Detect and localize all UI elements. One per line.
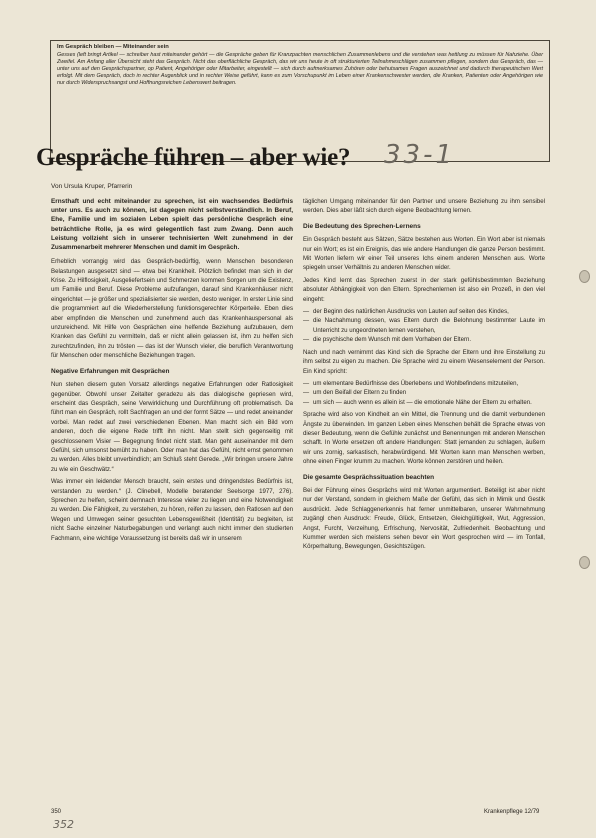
section-heading: Die gesamte Gesprächssituation beachten (303, 473, 435, 481)
punch-hole-icon (579, 556, 590, 569)
paragraph: Nach und nach vernimmt das Kind sich die Sprache der Eltern und ihre Einstellung zu ihm selbst zu eigen zu machen. Die Sprache wird zu einem Wesenselement der Person. Ein Kind spricht: (303, 348, 545, 375)
list-item: — um elementare Bedürfnisse des Überlebens und Wohlbefindens mitzuteilen, (303, 379, 545, 388)
section-heading: Die Bedeutung des Sprechen-Lernens (303, 222, 421, 230)
article-headline: Gespräche führen – aber wie? (36, 144, 351, 171)
lead-paragraph: Ernsthaft und echt miteinander zu sprechen, ist ein wachsendes Bedürfnis unter uns. Es auch zu können, ist dagegen nicht selbstverständlich. In Beruf, Ehe, Familie und im sozialen Leben spielt das persönliche Gespräch eine beträchtliche Rolle, ja es wird gelegentlich fast zum Zwang. Denn auch Leistung vollzieht sich in unserer technisierten Welt zunehmend in der Zusammenarbeit mehrerer Menschen und damit im Gespräch. (51, 198, 293, 252)
list-item: — die psychische dem Wunsch mit dem Vorhaben der Eltern. (303, 335, 545, 344)
list-item: — der Beginn des natürlichen Ausdrucks von Lauten auf seiten des Kindes, (303, 307, 545, 316)
article-author: Von Ursula Kruper, Pfarrerin (51, 183, 133, 190)
page-number: 350 (51, 809, 62, 815)
paragraph: Was immer ein leidender Mensch braucht, sein erstes und dringendstes Bedürfnis ist, verstanden zu werden.“ (J. Clinebell, Modelle beratender Seelsorge 1977, 276). Sprechen zu helfen, scheint demnach Interesse vieler zu liegen und eine Notwendigkeit zu werden. Die Fähigkeit, zu verstehen, zu hören, reifen zu lassen, den Ratlosen auf den Wegen und Umwegen seiner gesuchten Lebensgewißheit (Identität) zu begleiten, ist nicht Sache einzelner Naturbegabungen und verlangt auch nicht immer den studierten Fachmann, eine wichtige Voraussetzung ist bereits daß wir in unserem (51, 478, 293, 542)
right-column (303, 197, 545, 805)
paragraph: Ein Gespräch besteht aus Sätzen, Sätze bestehen aus Worten. Ein Wort aber ist niemals nur ein Wort; es ist ein Ereignis, das wie andere Handlungen die ganze Person bestimmt. Mit Worten liefern wir einer Teil unseres Ichs einem anderen Menschen aus. Worte spiegeln unser Verhältnis zu anderen Menschen wider. (303, 236, 545, 272)
list-item: — die Nachahmung dessen, was Eltern durch die Belohnung bestimmter Laute im Unterricht zu ungeordneten lernen verstehen, (303, 316, 545, 335)
paragraph: täglichen Umgang miteinander für den Partner und unsere Beziehung zu ihm sensibel werden. Dies aber läßt sich durch eigene Beobachtung lernen. (303, 198, 545, 215)
dash-list (303, 379, 545, 407)
list-item: — um den Beifall der Eltern zu finden (303, 388, 545, 397)
paragraph: Jedes Kind lernt das Sprechen zuerst in der stark gefühlsbestimmten Beziehung absoluter Abhängigkeit von den Eltern. Sprechenlernen ist also ein Prozeß, in den viel eingeht: (303, 276, 545, 303)
punch-hole-icon (579, 270, 590, 283)
intro-title: Im Gespräch bleiben — Miteinander sein (57, 44, 169, 50)
handwritten-page-note: 352 (53, 818, 74, 831)
intro-text: Gesses (left bringt Artikel — schreiber hast miteinander gehört — die Gespräche geben für Kranzpachten menschlichen Zusammenlebens und die verstehen was hettlung zu müssen für Nahziehe. Über Zweifel. Am Anfang aller Übersicht steht das Gespräch. Nicht das oberflächliche Gespräch, das wir uns heute in oft strukturierten Teilnahmeschlägen zusammen pflegen, sondern das Gespräch, das — unter uns auf den Gesprächspartner, op Patient, Angehöriger oder Mitarbeiter, eingestellt — sich durch aufmerksames Zuhören oder behutsames Fragen auszeichnet und dadurch therapeutischen Wert erfolgt. Mit dem Gespräch, doch in rechter Augenblick und in rechter Weise geführt, kann es zum Vorschupunkt im Leben einer Krankenschwester werden, die Kranken, Patienten oder Angehörigen wie nur durch Widerspruchsangst und Hoffnungsreichen Lebenswert beitragen. (57, 52, 543, 86)
section-heading: Negative Erfahrungen mit Gesprächen (51, 367, 170, 375)
paragraph: Nun stehen diesem guten Vorsatz allerdings negative Erfahrungen oder Ratlosigkeit gegenüber. Obwohl unser Zeitalter geradezu als das dialogische gepriesen wird, erscheint das Gespräch, seine Verwirklichung und Durchführung oft problematisch. Da führt man ein Gespräch, rollt Sachfragen an und der formt Sätze — und redet aneinander vorbei. Man redet auf zwei verschiedenen Ebenen. Man macht sich ein Bild vom anderen, doch die eigene Rede trifft ihn nicht. Man stellt sich gegenseitig mit geschlossenem Visier — Begegnung findet nicht statt. Man geht auseinander mit dem Gefühl, sich umsonst bemüht zu haben. Oder man hat das Gefühl, nicht ernst genommen zu werden. Alles bleibt unverbindlich; am Schluß steht Gerede. „Wir bringen unsere Jahre zu wie ein Geschwätz.“ (51, 381, 293, 473)
paragraph: Bei der Führung eines Gesprächs wird mit Worten argumentiert. Beteiligt ist aber nicht nur der Verstand, sondern in gleichem Maße der Gefühl, das sich in Mimik und Gestik ausdrückt. Jede Schlaggenerkennis hat ferner unmittelbaren, unserer Wahrnehmung zugängl chen Ausdruck: Freude, Glück, Entsetzen, Gleichgültigkeit, Wut, Aggression, Angst, Furcht, Verzeihung, Erfrischung, Nervosität, Zufriedenheit. Beobachtung und Kummer werden sich meistens sehen bevor ein Wort gesprochen wird — im Tonfall, Körperhaltung, Bewegungen, Gesichtszügen. (303, 486, 545, 551)
list-item: — um sich — auch wenn es allein ist — die emotionale Nähe der Eltern zu erhalten. (303, 398, 545, 407)
paragraph: Erheblich vorrangig wird das Gespräch-bedürftig, wenn Menschen besonderen Belastungen ausgesetzt sind — etwa bei Krankheit. Plötzlich befindet man sich in der Krise. Zu Hilflosigkeit, Ausgeliefertsein und Schmerzen kommen Sorgen um die Existenz, um Familie und Beruf. Diese Probleme aufzufangen, darauf sind Krankenhäuser nicht eingerichtet — je größer und spezialisierter sie werden, desto weniger. In erster Linie sind die programmiert auf die Wiederherstellung funktionsgerechter Körperteile. Eben dies aber empfinden die Menschen und zunehmend auch das Krankenhauspersonal als unzureichend. Mit Hilfe von Gesprächen eine helfende Beziehung aufzubauen, dem Kranken das Gefühl zu vermitteln, daß er nicht allein gelassen ist, ihm zu helfen sich zurechtzufinden, ihn zu trösten — das ist der Wunsch vieler, die beruflich Verantwortung für Menschen oder menschliche Beziehungen tragen. (51, 258, 293, 360)
left-column (51, 197, 293, 805)
paragraph: Sprache wird also von Kindheit an ein Mittel, die Trennung und die damit verbundenen Ängste zu überwinden. Im ganzen Leben eines Menschen behält die Sprache etwas von dieser Bedeutung, wenn die Gefühle zunächst und Benennungen mit anderen Menschen schafft. In Worte ersetzen oft andere Handlungen: Statt jemanden zu schlagen, äußern wir uns zornig, sarkastisch, herabwürdigend. Mit Worten kann man Menschen werben, ohne einen Finger krumm zu machen. Worte können zerstören und heilen. (303, 411, 545, 466)
dash-list (303, 307, 545, 345)
journal-footer: Krankenpflege 12/79 (484, 809, 540, 815)
handwritten-number: 33-1 (384, 140, 456, 170)
